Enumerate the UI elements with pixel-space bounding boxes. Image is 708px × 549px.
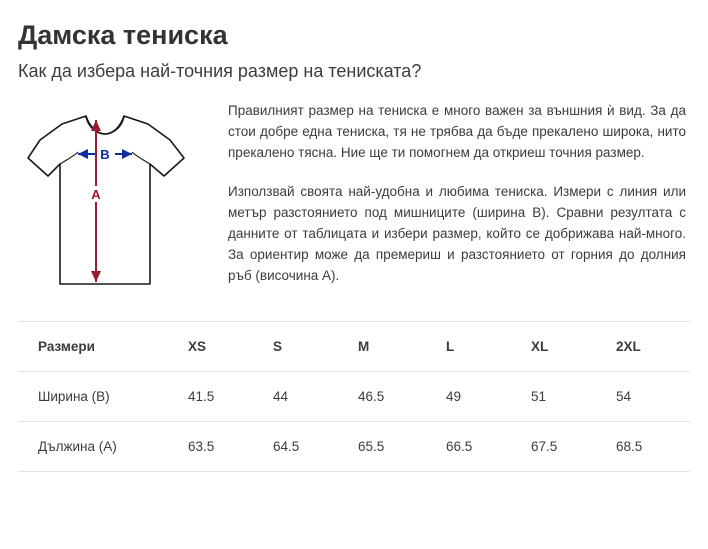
cell-width-2xl: 54 (616, 372, 690, 422)
cell-length-xl: 67.5 (531, 422, 616, 472)
column-header-m: M (358, 322, 446, 372)
intro-section (18, 100, 690, 301)
cell-width-m: 46.5 (358, 372, 446, 422)
size-guide-page (0, 20, 708, 549)
column-header-xs: XS (188, 322, 273, 372)
page-subtitle: Как да избера най-точния размер на тениската? (18, 61, 422, 81)
table-header (18, 322, 690, 372)
paragraph-2: Използвай своята най-удобна и любима тениска. Измери с линия или метър разстоянието под мишниците (ширина B). Сравни резултата с данните от таблицата и избери размер, който се добрижава най-много. За ориентир може да премериш и разстоянието от горния до долния ръб (височина А). (228, 184, 686, 283)
column-header-s: S (273, 322, 358, 372)
page-title: Дамска тениска (18, 20, 228, 50)
width-label: B (100, 147, 110, 162)
cell-width-xl: 51 (531, 372, 616, 422)
tshirt-outline-icon (18, 106, 218, 301)
column-header-xl: XL (531, 322, 616, 372)
cell-length-s: 64.5 (273, 422, 358, 472)
column-header-l: L (446, 322, 531, 372)
table-body (18, 372, 690, 472)
cell-length-l: 66.5 (446, 422, 531, 472)
cell-width-l: 49 (446, 372, 531, 422)
column-header-sizes: Размери (18, 322, 188, 372)
cell-width-xs: 41.5 (188, 372, 273, 422)
paragraph-1: Правилният размер на тениска е много важен за външния ѝ вид. За да стои добре една тениска, тя не трябва да бъде прекалено широка, нито прекалено тясна. Ние ще ти помогнем да откриеш точния размер. (228, 103, 686, 160)
size-chart-table (18, 321, 690, 472)
row-label-width: Ширина (B) (18, 372, 188, 422)
cell-length-m: 65.5 (358, 422, 446, 472)
tshirt-diagram (18, 100, 218, 301)
table-row (18, 422, 690, 472)
row-label-length: Дължина (A) (18, 422, 188, 472)
cell-length-2xl: 68.5 (616, 422, 690, 472)
height-label: A (91, 187, 101, 202)
cell-width-s: 44 (273, 372, 358, 422)
description-text (218, 100, 690, 286)
table-row (18, 372, 690, 422)
column-header-2xl: 2XL (616, 322, 690, 372)
table-header-row (18, 322, 690, 372)
cell-length-xs: 63.5 (188, 422, 273, 472)
